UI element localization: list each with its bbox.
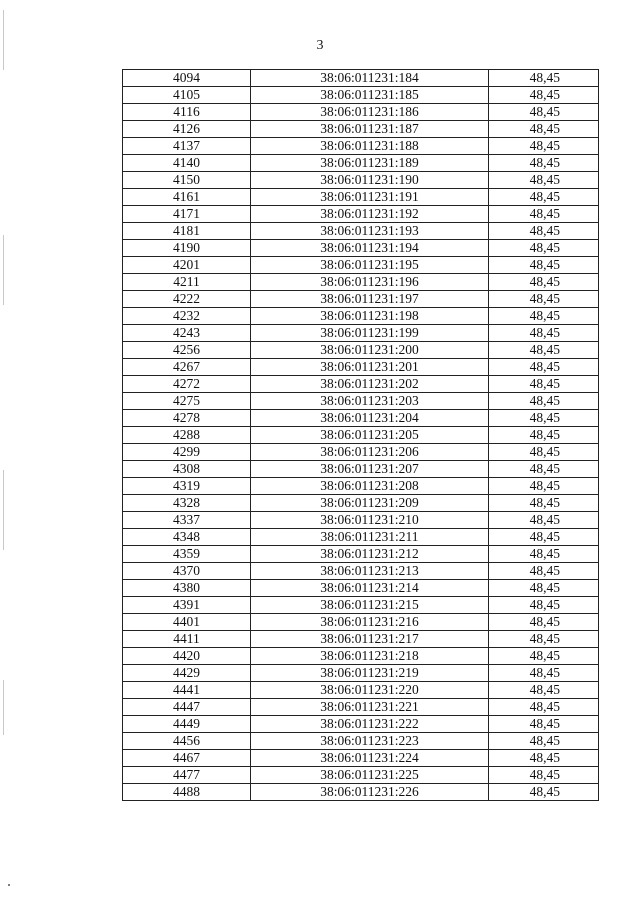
table-row [123, 427, 599, 444]
area-cell: 48,45 [489, 631, 599, 648]
record-number-cell: 4116 [123, 104, 251, 121]
record-number-cell: 4105 [123, 87, 251, 104]
cadastral-number-cell: 38:06:011231:195 [251, 257, 489, 274]
area-cell: 48,45 [489, 189, 599, 206]
area-cell: 48,45 [489, 478, 599, 495]
record-number-cell: 4467 [123, 750, 251, 767]
cadastral-number-cell: 38:06:011231:209 [251, 495, 489, 512]
table-row [123, 733, 599, 750]
table-row [123, 750, 599, 767]
record-number-cell: 4337 [123, 512, 251, 529]
area-cell: 48,45 [489, 461, 599, 478]
cadastral-number-cell: 38:06:011231:210 [251, 512, 489, 529]
record-number-cell: 4477 [123, 767, 251, 784]
cadastral-number-cell: 38:06:011231:204 [251, 410, 489, 427]
area-cell: 48,45 [489, 155, 599, 172]
record-number-cell: 4299 [123, 444, 251, 461]
table-row [123, 699, 599, 716]
scan-margin-mark [3, 680, 4, 735]
parcel-table [122, 69, 599, 801]
area-cell: 48,45 [489, 784, 599, 801]
area-cell: 48,45 [489, 512, 599, 529]
area-cell: 48,45 [489, 529, 599, 546]
area-cell: 48,45 [489, 427, 599, 444]
area-cell: 48,45 [489, 563, 599, 580]
area-cell: 48,45 [489, 70, 599, 87]
table-row [123, 631, 599, 648]
cadastral-number-cell: 38:06:011231:188 [251, 138, 489, 155]
area-cell: 48,45 [489, 325, 599, 342]
scan-dot-mark [8, 884, 10, 886]
record-number-cell: 4391 [123, 597, 251, 614]
area-cell: 48,45 [489, 393, 599, 410]
area-cell: 48,45 [489, 206, 599, 223]
area-cell: 48,45 [489, 291, 599, 308]
cadastral-number-cell: 38:06:011231:216 [251, 614, 489, 631]
cadastral-number-cell: 38:06:011231:184 [251, 70, 489, 87]
area-cell: 48,45 [489, 767, 599, 784]
cadastral-number-cell: 38:06:011231:206 [251, 444, 489, 461]
record-number-cell: 4456 [123, 733, 251, 750]
cadastral-number-cell: 38:06:011231:211 [251, 529, 489, 546]
cadastral-number-cell: 38:06:011231:207 [251, 461, 489, 478]
record-number-cell: 4449 [123, 716, 251, 733]
cadastral-number-cell: 38:06:011231:192 [251, 206, 489, 223]
area-cell: 48,45 [489, 172, 599, 189]
cadastral-number-cell: 38:06:011231:221 [251, 699, 489, 716]
area-cell: 48,45 [489, 733, 599, 750]
area-cell: 48,45 [489, 308, 599, 325]
table-row [123, 121, 599, 138]
cadastral-number-cell: 38:06:011231:191 [251, 189, 489, 206]
cadastral-number-cell: 38:06:011231:215 [251, 597, 489, 614]
area-cell: 48,45 [489, 444, 599, 461]
record-number-cell: 4420 [123, 648, 251, 665]
record-number-cell: 4126 [123, 121, 251, 138]
cadastral-number-cell: 38:06:011231:225 [251, 767, 489, 784]
area-cell: 48,45 [489, 359, 599, 376]
page-number: 3 [316, 38, 324, 53]
cadastral-number-cell: 38:06:011231:226 [251, 784, 489, 801]
table-row [123, 70, 599, 87]
area-cell: 48,45 [489, 546, 599, 563]
record-number-cell: 4201 [123, 257, 251, 274]
record-number-cell: 4441 [123, 682, 251, 699]
record-number-cell: 4256 [123, 342, 251, 359]
table-row [123, 104, 599, 121]
area-cell: 48,45 [489, 495, 599, 512]
cadastral-number-cell: 38:06:011231:212 [251, 546, 489, 563]
record-number-cell: 4319 [123, 478, 251, 495]
record-number-cell: 4328 [123, 495, 251, 512]
cadastral-number-cell: 38:06:011231:223 [251, 733, 489, 750]
record-number-cell: 4267 [123, 359, 251, 376]
table-row [123, 495, 599, 512]
area-cell: 48,45 [489, 750, 599, 767]
area-cell: 48,45 [489, 614, 599, 631]
table-row [123, 393, 599, 410]
table-row [123, 155, 599, 172]
record-number-cell: 4278 [123, 410, 251, 427]
record-number-cell: 4380 [123, 580, 251, 597]
table-row [123, 444, 599, 461]
record-number-cell: 4272 [123, 376, 251, 393]
record-number-cell: 4181 [123, 223, 251, 240]
area-cell: 48,45 [489, 121, 599, 138]
cadastral-number-cell: 38:06:011231:202 [251, 376, 489, 393]
cadastral-number-cell: 38:06:011231:185 [251, 87, 489, 104]
table-row [123, 614, 599, 631]
table-row [123, 648, 599, 665]
area-cell: 48,45 [489, 648, 599, 665]
table-row [123, 512, 599, 529]
table-row [123, 478, 599, 495]
table-row [123, 461, 599, 478]
cadastral-number-cell: 38:06:011231:200 [251, 342, 489, 359]
table-row [123, 206, 599, 223]
area-cell: 48,45 [489, 682, 599, 699]
record-number-cell: 4488 [123, 784, 251, 801]
record-number-cell: 4222 [123, 291, 251, 308]
cadastral-number-cell: 38:06:011231:203 [251, 393, 489, 410]
area-cell: 48,45 [489, 410, 599, 427]
area-cell: 48,45 [489, 138, 599, 155]
cadastral-number-cell: 38:06:011231:198 [251, 308, 489, 325]
record-number-cell: 4161 [123, 189, 251, 206]
record-number-cell: 4243 [123, 325, 251, 342]
record-number-cell: 4171 [123, 206, 251, 223]
table-row [123, 138, 599, 155]
cadastral-number-cell: 38:06:011231:218 [251, 648, 489, 665]
table-row [123, 342, 599, 359]
cadastral-number-cell: 38:06:011231:208 [251, 478, 489, 495]
cadastral-number-cell: 38:06:011231:201 [251, 359, 489, 376]
table-row [123, 274, 599, 291]
cadastral-number-cell: 38:06:011231:222 [251, 716, 489, 733]
cadastral-number-cell: 38:06:011231:194 [251, 240, 489, 257]
table-row [123, 376, 599, 393]
record-number-cell: 4190 [123, 240, 251, 257]
table-row [123, 665, 599, 682]
record-number-cell: 4429 [123, 665, 251, 682]
record-number-cell: 4140 [123, 155, 251, 172]
area-cell: 48,45 [489, 240, 599, 257]
cadastral-number-cell: 38:06:011231:224 [251, 750, 489, 767]
table-row [123, 240, 599, 257]
table-row [123, 410, 599, 427]
area-cell: 48,45 [489, 257, 599, 274]
table-row [123, 172, 599, 189]
area-cell: 48,45 [489, 342, 599, 359]
record-number-cell: 4359 [123, 546, 251, 563]
record-number-cell: 4308 [123, 461, 251, 478]
record-number-cell: 4211 [123, 274, 251, 291]
table-row [123, 529, 599, 546]
record-number-cell: 4137 [123, 138, 251, 155]
table-row [123, 257, 599, 274]
area-cell: 48,45 [489, 665, 599, 682]
cadastral-number-cell: 38:06:011231:193 [251, 223, 489, 240]
cadastral-number-cell: 38:06:011231:190 [251, 172, 489, 189]
area-cell: 48,45 [489, 223, 599, 240]
cadastral-number-cell: 38:06:011231:196 [251, 274, 489, 291]
record-number-cell: 4288 [123, 427, 251, 444]
parcel-table-body [123, 70, 599, 801]
table-row [123, 580, 599, 597]
area-cell: 48,45 [489, 87, 599, 104]
cadastral-number-cell: 38:06:011231:219 [251, 665, 489, 682]
area-cell: 48,45 [489, 376, 599, 393]
table-row [123, 546, 599, 563]
cadastral-number-cell: 38:06:011231:187 [251, 121, 489, 138]
table-row [123, 784, 599, 801]
area-cell: 48,45 [489, 699, 599, 716]
cadastral-number-cell: 38:06:011231:217 [251, 631, 489, 648]
cadastral-number-cell: 38:06:011231:199 [251, 325, 489, 342]
cadastral-number-cell: 38:06:011231:214 [251, 580, 489, 597]
area-cell: 48,45 [489, 716, 599, 733]
area-cell: 48,45 [489, 104, 599, 121]
area-cell: 48,45 [489, 274, 599, 291]
table-row [123, 682, 599, 699]
table-row [123, 325, 599, 342]
table-row [123, 223, 599, 240]
table-row [123, 189, 599, 206]
record-number-cell: 4370 [123, 563, 251, 580]
cadastral-number-cell: 38:06:011231:213 [251, 563, 489, 580]
record-number-cell: 4232 [123, 308, 251, 325]
record-number-cell: 4411 [123, 631, 251, 648]
cadastral-number-cell: 38:06:011231:186 [251, 104, 489, 121]
area-cell: 48,45 [489, 580, 599, 597]
table-row [123, 716, 599, 733]
scan-margin-mark [3, 470, 4, 550]
record-number-cell: 4401 [123, 614, 251, 631]
record-number-cell: 4094 [123, 70, 251, 87]
table-row [123, 308, 599, 325]
table-row [123, 291, 599, 308]
record-number-cell: 4275 [123, 393, 251, 410]
cadastral-number-cell: 38:06:011231:220 [251, 682, 489, 699]
cadastral-number-cell: 38:06:011231:189 [251, 155, 489, 172]
scan-margin-mark [3, 235, 4, 305]
table-row [123, 87, 599, 104]
record-number-cell: 4348 [123, 529, 251, 546]
table-row [123, 563, 599, 580]
table-row [123, 359, 599, 376]
area-cell: 48,45 [489, 597, 599, 614]
table-row [123, 767, 599, 784]
record-number-cell: 4150 [123, 172, 251, 189]
cadastral-number-cell: 38:06:011231:197 [251, 291, 489, 308]
record-number-cell: 4447 [123, 699, 251, 716]
table-row [123, 597, 599, 614]
cadastral-number-cell: 38:06:011231:205 [251, 427, 489, 444]
